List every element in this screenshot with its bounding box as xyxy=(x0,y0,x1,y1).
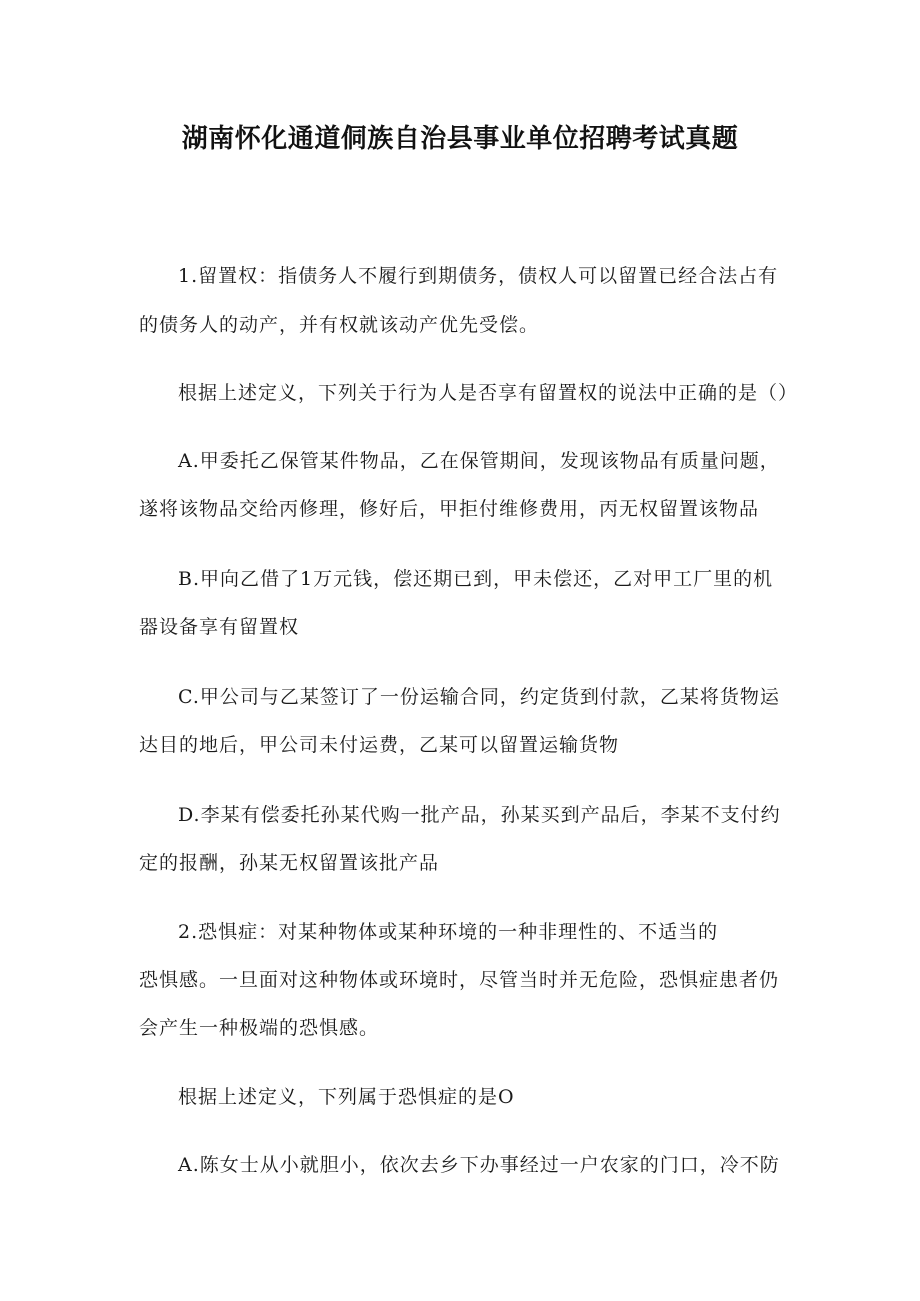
q2-definition-line-3: 会产生一种极端的恐惧感。 xyxy=(139,1017,380,1039)
q1-prompt: 根据上述定义，下列关于行为人是否享有留置权的说法中正确的是（） xyxy=(178,382,799,404)
q1-option-b-line-1: B.甲向乙借了1万元钱，偿还期已到，甲未偿还，乙对甲工厂里的机 xyxy=(178,568,774,590)
q1-definition-line-2: 的债务人的动产，并有权就该动产优先受偿。 xyxy=(139,314,540,336)
q2-definition-line-1: 2.恐惧症：对某种物体或某种环境的一种非理性的、不适当的 xyxy=(178,921,719,943)
document-title: 湖南怀化通道侗族自治县事业单位招聘考试真题 xyxy=(181,124,739,154)
q1-option-b-line-2: 器设备享有留置权 xyxy=(139,616,300,638)
q1-option-a-line-1: A.甲委托乙保管某件物品，乙在保管期间，发现该物品有质量问题， xyxy=(178,450,780,472)
q1-option-d-line-1: D.李某有偿委托孙某代购一批产品，孙某买到产品后，李某不支付约 xyxy=(178,804,781,826)
q1-option-c-line-2: 达目的地后，甲公司未付运费，乙某可以留置运输货物 xyxy=(139,734,620,756)
q2-prompt: 根据上述定义，下列属于恐惧症的是O xyxy=(178,1086,515,1108)
q2-option-a-line-1: A.陈女士从小就胆小，依次去乡下办事经过一户农家的门口，冷不防 xyxy=(178,1154,780,1176)
q1-option-a-line-2: 遂将该物品交给丙修理，修好后，甲拒付维修费用，丙无权留置该物品 xyxy=(139,498,760,520)
q1-definition-line-1: 1.留置权：指债务人不履行到期债务，债权人可以留置已经合法占有 xyxy=(178,265,779,287)
q1-option-d-line-2: 定的报酬，孙某无权留置该批产品 xyxy=(139,852,440,874)
q2-definition-line-2: 恐惧感。一旦面对这种物体或环境时，尽管当时并无危险，恐惧症患者仍 xyxy=(139,969,780,991)
q1-option-c-line-1: C.甲公司与乙某签订了一份运输合同，约定货到付款，乙某将货物运 xyxy=(178,686,780,708)
